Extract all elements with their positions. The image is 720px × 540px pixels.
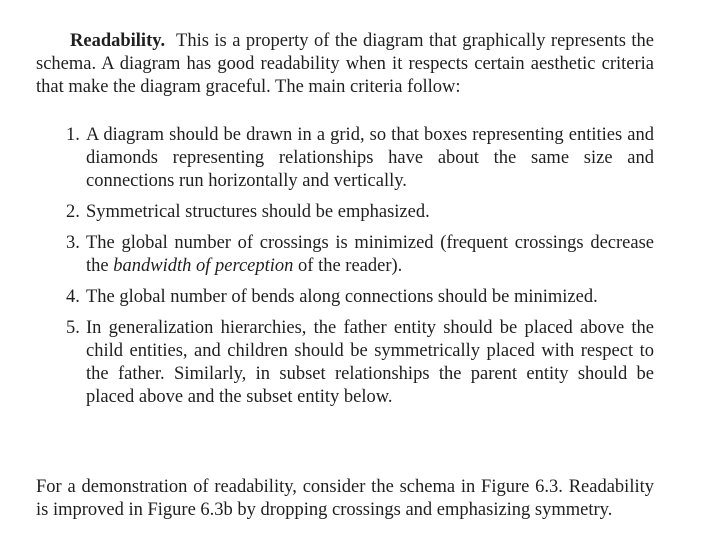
criterion-item-1 — [66, 124, 654, 193]
criterion-number: 2. — [66, 202, 80, 222]
criterion-item-5 — [66, 317, 654, 409]
readability-conclusion-paragraph — [36, 476, 654, 522]
readability-intro-text: This is a property of the diagram that graphically represents the schema. A diagram has good readability when it respects certain aesthetic criteria that make the diagram graceful. The main criteria follow: — [36, 31, 654, 97]
criterion-item-4 — [66, 286, 654, 309]
criterion-item-3 — [66, 232, 654, 278]
readability-intro-paragraph — [36, 30, 654, 99]
criterion-text: Symmetrical structures should be emphasized. — [86, 202, 430, 222]
conclusion-text: For a demonstration of readability, consider the schema in Figure 6.3. Readability is improved in Figure 6.3b by dropping crossings and emphasizing symmetry. — [36, 477, 654, 520]
criterion-text: A diagram should be drawn in a grid, so that boxes representing entities and diamonds representing relationships have about the same size and connections run horizontally and vertically. — [86, 125, 654, 191]
criterion-number: 3. — [66, 233, 80, 253]
criterion-text — [86, 233, 654, 276]
criterion-text: In generalization hierarchies, the father entity should be placed above the child entities, and children should be symmetrically placed with respect to the father. Similarly, in subset relationships the parent entity should be placed above and the subset entity below. — [86, 318, 654, 407]
criterion-number: 5. — [66, 318, 80, 338]
criterion-text-before: The global number of crossings is minimized (frequent crossings decrease the — [86, 233, 654, 276]
readability-criteria-list — [66, 124, 654, 417]
criterion-number: 4. — [66, 287, 80, 307]
criterion-text-after: of the reader). — [293, 256, 403, 276]
criterion-number: 1. — [66, 125, 80, 145]
criterion-emphasis: bandwidth of perception — [113, 256, 294, 276]
readability-run-in-heading: Readability. — [70, 31, 166, 51]
criterion-text: The global number of bends along connections should be minimized. — [86, 287, 598, 307]
criterion-item-2 — [66, 201, 654, 224]
